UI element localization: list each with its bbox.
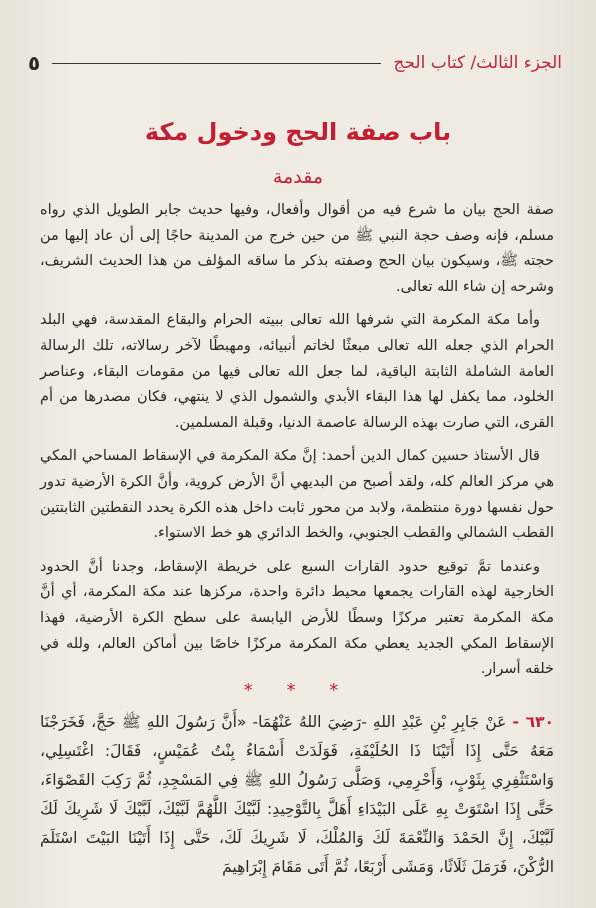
paragraph: وعندما تمَّ توقيع حدود القارات السبع على خريطة الإسقاط، وجدنا أنَّ الحدود الخارجية لهذه القارات يجمعها محيط دائرة واحدة، مركزها عند مكة المكرمة، أي أنَّ مكة المكرمة تعتبر مركزًا وسطًا للأرض اليابسة على سطح الكرة الأرضية، فهذا الإسقاط المكي الجديد يعطي مكة المكرمة مركزًا خاصًا بين أماكن العالم، ولله في خلقه أسرار.: [40, 558, 554, 678]
page-number: ٥: [28, 51, 41, 75]
body-text: [40, 198, 554, 691]
paragraph: صفة الحج بيان ما شرع فيه من أقوال وأفعال، وفيها حديث جابر الطويل الذي رواه مسلم، فإنه وصف حجة النبي ﷺ من حين خرج من المدينة حاجًا إلى أن عاد إليها من حجته ﷺ، وسيكون بيان الحج وصفته بذكر ما ساقه المؤلف من هذا الحديث الشريف، وشرحه إن شاء الله تعالى.: [40, 202, 554, 295]
section-separator: * * *: [243, 680, 353, 701]
paragraph: قال الأستاذ حسين كمال الدين أحمد: إنَّ مكة المكرمة في الإسقاط المساحي المكي هي مركز العالم كله، ولقد أصبح من البديهي أنَّ الأرض كروية، وأنَّ الكرة الأرضية تدور حول نفسها دورة منتظمة، ولابد من محور ثابت داخل هذه الكرة يحدد النقطتين الثابتتين القطب الشمالي والقطب الجنوبي، والخط الدائري هو خط الاستواء.: [40, 448, 554, 542]
section-title: مقدمة: [272, 166, 324, 188]
paragraph: وأما مكة المكرمة التي شرفها الله تعالى ببيته الحرام والبقاع المقدسة، فهي البلد الحرام الذي جعله الله تعالى مبعثًا لخاتم أنبيائه، ومهبطًا لآخر رسالاته، تلك الرسالة العامة الشاملة الثابتة الباقية، لما جعل الله تعالى فيها من مقومات البقاء، وعناصر الخلود، مما يكفل لها هذا البقاء الأبدي والشمول الذي لا ينتهي، فكان مصدرها من أم القرى، التي صارت بهذه الرسالة عاصمة الدنيا، وقبلة المسلمين.: [40, 312, 554, 431]
running-title: الجزء الثالث/ كتاب الحج: [393, 53, 562, 73]
chapter-title: باب صفة الحج ودخول مكة: [144, 118, 452, 146]
hadith-block: [40, 708, 554, 882]
hadith-number: ٦٣٠ -: [512, 713, 554, 731]
page-header: [28, 48, 562, 78]
header-rule: [52, 63, 381, 64]
hadith-text: عَنْ جَابِرِ بْنِ عَبْدِ اللهِ -رَضِيَ اللهُ عَنْهُمَا- «أَنَّ رَسُولَ اللهِ ﷺ حَجَّ، فَخَرَجْنَا مَعَهُ حَتَّى إِذَا أَتَيْنَا ذَا الحُلَيْفَةِ، فَوَلَدَتْ أَسْمَاءُ بِنْتُ عُمَيْسٍ، فَقَالَ: اغْتَسِلِي، وَاسْتَثْفِرِي بِثَوْبٍ، وَأَحْرِمِي، وَصَلَّى رَسُولُ اللهِ ﷺ فِي المَسْجِدِ، ثُمَّ رَكِبَ القَصْوَاءَ، حَتَّى إِذَا اسْتَوَتْ بِهِ عَلَى البَيْدَاءِ أَهَلَّ بِالتَّوْحِيدِ: لَبَّيْكَ اللَّهُمَّ لَبَّيْكَ، لَبَّيْكَ لَا شَرِيكَ لَكَ لَبَّيْكَ، إِنَّ الحَمْدَ وَالنِّعْمَةَ لَكَ وَالمُلْكَ، لَا شَرِيكَ لَكَ، حَتَّى إِذَا أَتَيْنَا البَيْتَ اسْتَلَمَ الرُّكْنَ، فَرَمَلَ ثَلَاثًا، وَمَشَى أَرْبَعًا، ثُمَّ أَتَى مَقَامَ إِبْرَاهِيمَ: [40, 713, 554, 876]
